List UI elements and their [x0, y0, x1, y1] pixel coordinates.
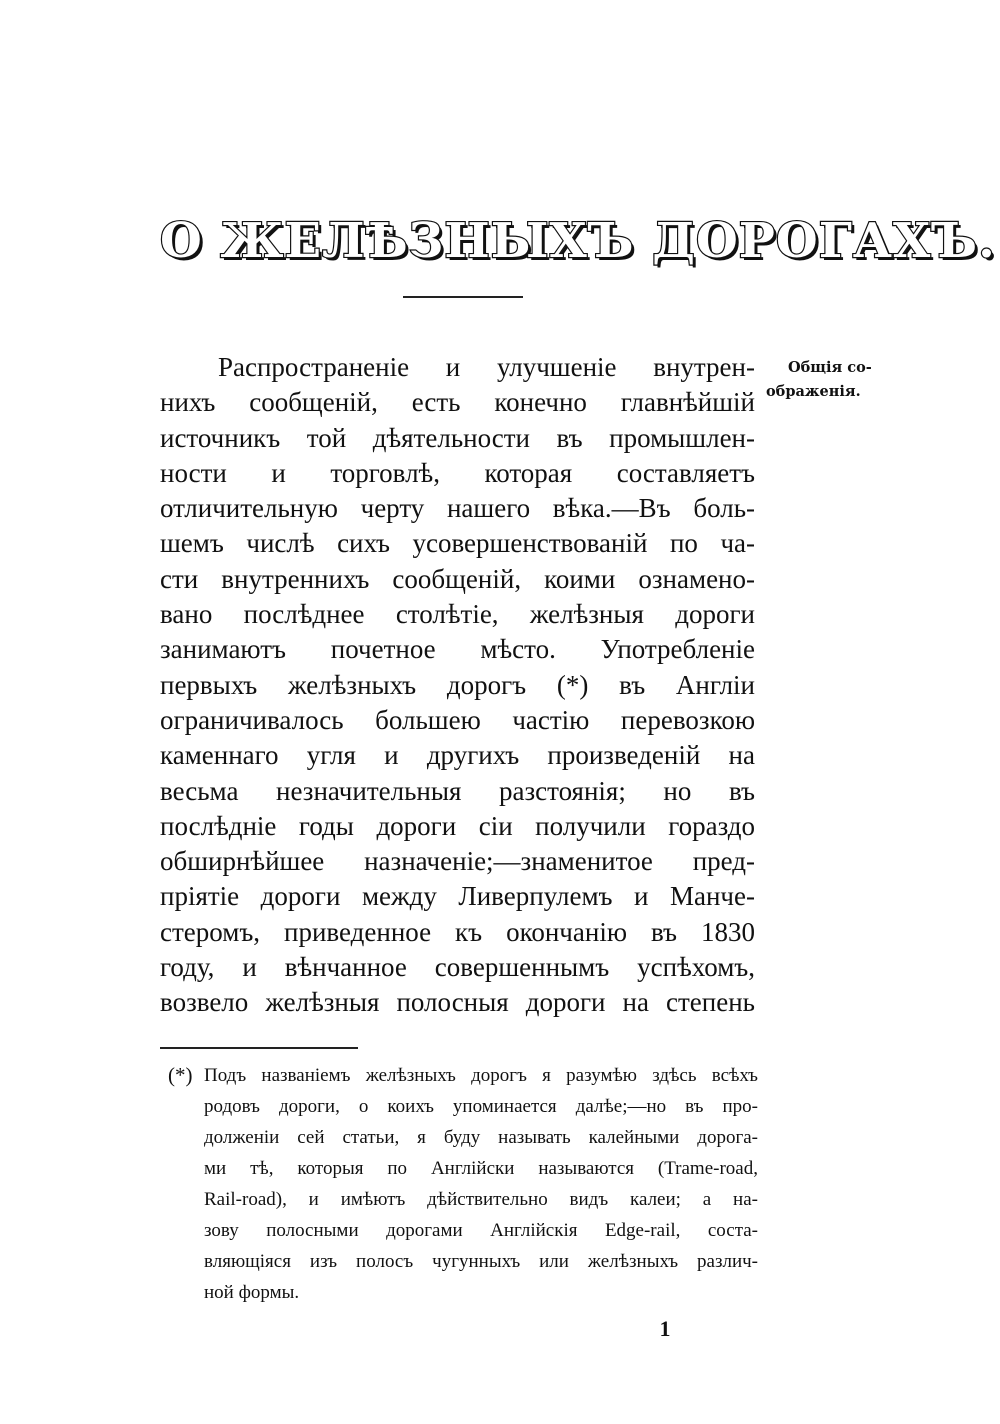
body-line: вано послѣднее столѣтіе, желѣзныя дороги	[160, 599, 755, 630]
footnote-divider	[160, 1047, 358, 1049]
body-line: Распространеніе и улучшеніе внутрен-	[218, 352, 755, 382]
footnote-marker: (*)	[168, 1063, 193, 1087]
body-line: обширнѣйшее назначеніе;—знаменитое пред-	[160, 846, 755, 877]
footnote-line: родовъ дороги, о коихъ упоминается далѣе;—но въ про-	[204, 1096, 758, 1117]
body-line: весьма незначительныя разстоянія; но въ	[160, 775, 755, 806]
footnote-line: долженіи сей статьи, я буду называть калейными дорога-	[204, 1127, 758, 1148]
footnote-line: ной формы.	[204, 1282, 300, 1303]
footnote-line: вляющіяся изъ полосъ чугунныхъ или желѣзныхъ различ-	[204, 1251, 758, 1272]
footnote-line: зову полосными дорогами Англійскія Edge-rail, соста-	[204, 1220, 758, 1241]
body-text	[160, 350, 755, 1021]
margin-note-line: ображенія.	[766, 383, 861, 400]
body-line: пріятіе дороги между Ливерпулемъ и Манче-	[160, 881, 755, 912]
body-line: году, и вѣнчанное совершеннымъ успѣхомъ,	[160, 952, 755, 983]
body-line: стеромъ, приведенное къ окончанію въ 1830	[160, 916, 755, 947]
body-line: источникъ той дѣятельности въ промышлен-	[160, 422, 755, 453]
footnote	[168, 1060, 758, 1308]
body-line: ности и торговлѣ, которая составляетъ	[160, 457, 755, 488]
body-line: занимаютъ почетное мѣсто. Употребленіе	[160, 634, 755, 665]
body-line: ограничивалось большею частію перевозкою	[160, 704, 755, 735]
body-line: отличительную черту нашего вѣка.—Въ боль-	[160, 493, 755, 524]
body-line: первыхъ желѣзныхъ дорогъ (*) въ Англіи	[160, 669, 755, 700]
body-line: нихъ сообщеній, есть конечно главнѣйшій	[160, 387, 755, 418]
footnote-line: ми тѣ, которыя по Англійски называются (Trame-road,	[204, 1158, 758, 1179]
footnote-line: Rail-road), и имѣютъ дѣйствительно видъ калеи; а на-	[204, 1189, 758, 1210]
chapter-title: О ЖЕЛѢЗНЫХЪ ДОРОГАХЪ.	[160, 213, 996, 269]
page-number: 1	[659, 1316, 671, 1341]
title-divider	[403, 296, 523, 298]
margin-note-line: Общія со-	[788, 359, 872, 376]
footnote-line: Подъ названіемъ желѣзныхъ дорогъ я разумѣю здѣсь всѣхъ	[204, 1065, 758, 1086]
body-line: возвело желѣзныя полосныя дороги на степень	[160, 987, 755, 1018]
body-line: шемъ числѣ сихъ усовершенствованій по ча-	[160, 528, 755, 559]
body-line: каменнаго угля и другихъ произведеній на	[160, 740, 755, 771]
margin-note	[758, 356, 898, 404]
body-line: сти внутреннихъ сообщеній, коими ознамено-	[160, 563, 755, 594]
body-line: послѣдніе годы дороги сіи получили гораздо	[160, 810, 755, 841]
